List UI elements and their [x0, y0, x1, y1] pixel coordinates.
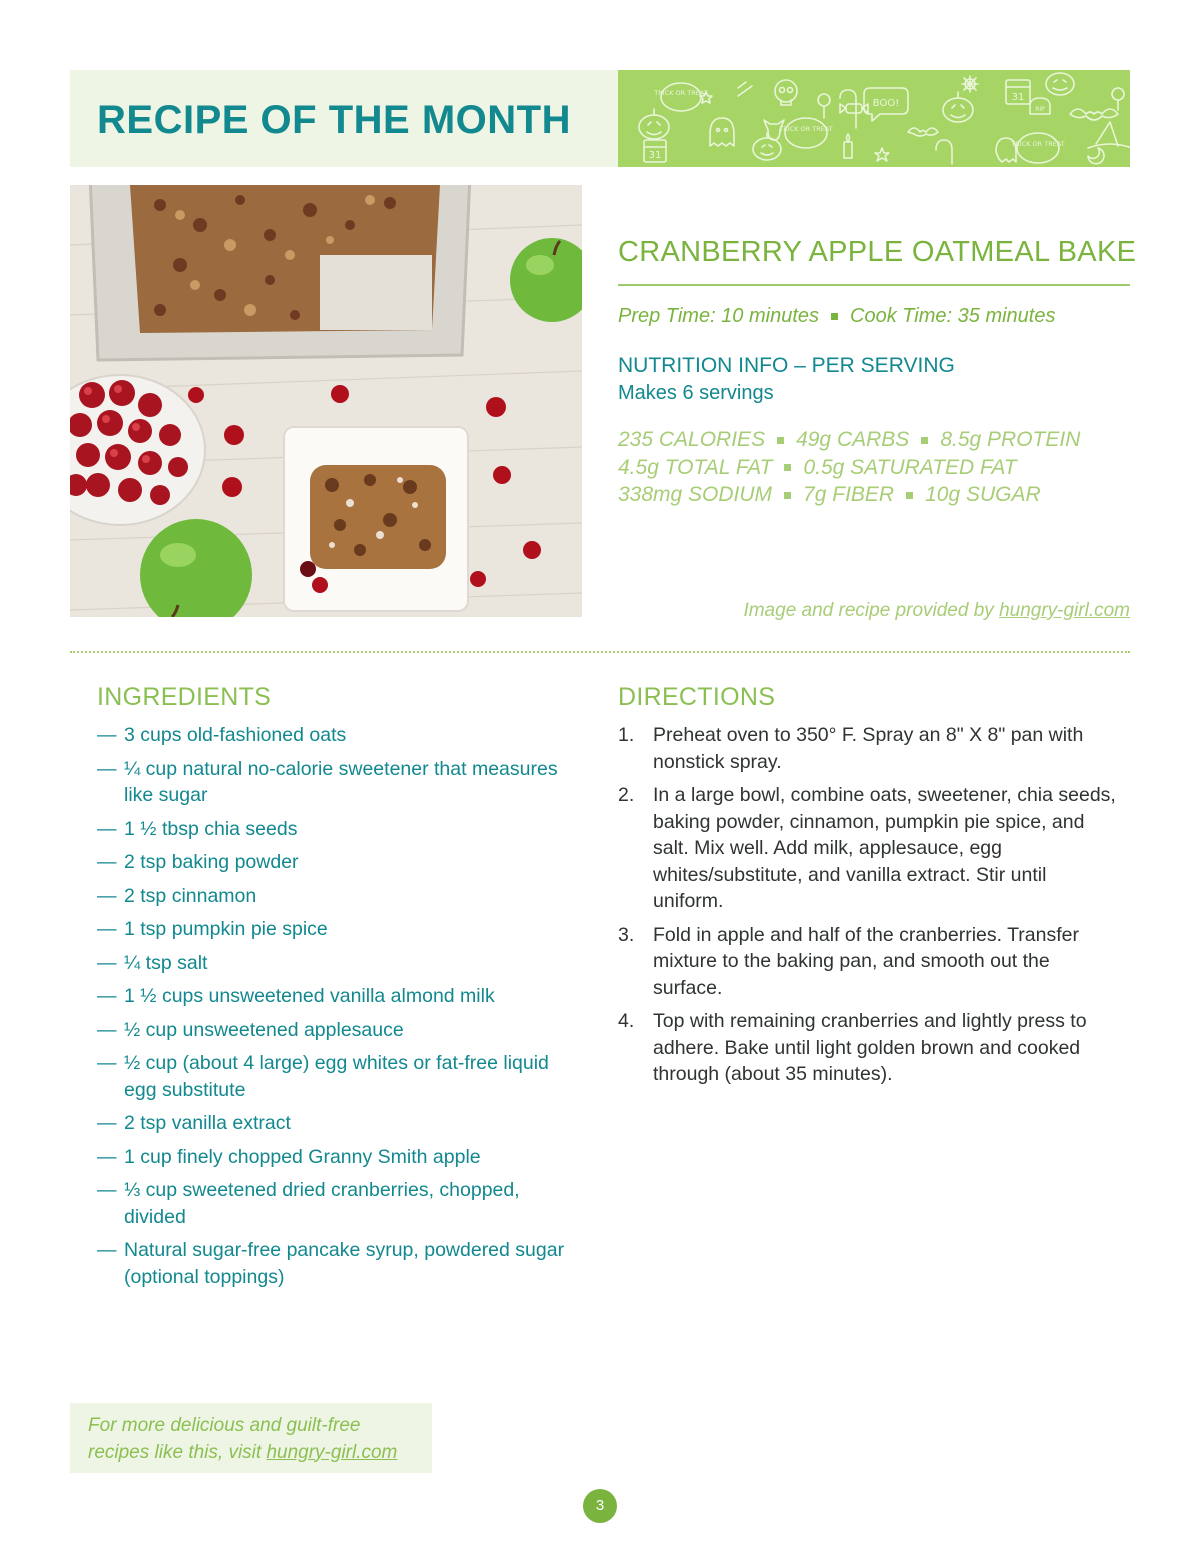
dash-bullet: — [97, 1018, 117, 1041]
ingredient-text: ½ cup unsweetened applesauce [124, 1018, 404, 1041]
step-text: Fold in apple and half of the cranberries. Transfer mixture to the baking pan, and smooth out the surface. [653, 923, 1079, 999]
bullet-square-icon [921, 437, 928, 444]
step-text: In a large bowl, combine oats, sweetener, chia seeds, baking powder, cinnamon, pumpkin pie spice, and salt. Mix well. Add milk, applesauce, egg whites/substitute, and vanilla extract. Stir until uniform. [653, 784, 1116, 912]
dash-bullet: — [97, 985, 117, 1007]
ingredient-item [97, 1050, 567, 1103]
nutrition-fact: 235 CALORIES [618, 428, 766, 451]
prep-time: Prep Time: 10 minutes [618, 305, 820, 327]
lollipop-icon [818, 94, 830, 118]
dash-bullet: — [97, 1052, 117, 1074]
nutrition-row [618, 454, 1080, 482]
title-divider [618, 284, 1130, 286]
ingredient-item [97, 756, 567, 809]
tombstone-label: RIP [1035, 106, 1045, 113]
direction-step [618, 922, 1118, 1002]
nutrition-heading: NUTRITION INFO – PER SERVING [618, 354, 955, 377]
nutrition-fact: 4.5g TOTAL FAT [618, 455, 773, 479]
dash-bullet: — [97, 1179, 117, 1201]
candle-icon [844, 134, 852, 158]
pumpkin-icon [639, 109, 669, 139]
halloween-doodles-illustration [618, 70, 1130, 167]
banner-title: RECIPE OF THE MONTH [97, 98, 571, 142]
ingredient-text: 2 tsp baking powder [124, 851, 299, 873]
moon-icon [1088, 148, 1104, 164]
recipe-title: CRANBERRY APPLE OATMEAL BAKE [618, 236, 1137, 268]
footer-text: recipes like this, visit [88, 1441, 267, 1463]
ingredient-item [97, 1017, 567, 1044]
nutrition-fact: 7g FIBER [803, 483, 895, 506]
ingredient-text: 1 tsp pumpkin pie spice [124, 918, 328, 940]
step-number: 1. [618, 724, 635, 746]
ingredients-heading: INGREDIENTS [97, 683, 272, 711]
servings-count: Makes 6 servings [618, 382, 774, 404]
direction-step [618, 722, 1118, 775]
directions-heading: DIRECTIONS [618, 683, 776, 711]
dash-bullet: — [97, 817, 117, 840]
trick-or-treat-label-3: TRICK OR TREAT [1011, 140, 1065, 148]
dash-bullet: — [97, 884, 117, 907]
ingredient-item [97, 816, 567, 843]
ingredient-text: 1 ½ tbsp chia seeds [124, 817, 298, 840]
halloween-pattern [618, 70, 1130, 167]
nutrition-fact: 8.5g PROTEIN [940, 428, 1081, 451]
dash-bullet: — [97, 757, 117, 780]
ingredient-text: ⅓ cup sweetened dried cranberries, chopped, divided [124, 1179, 520, 1228]
pumpkin-icon [943, 92, 973, 122]
ingredient-text: ½ cup (about 4 large) egg whites or fat-free liquid egg substitute [124, 1052, 549, 1101]
section-divider [70, 651, 1130, 653]
footer-line-1: For more delicious and guilt-free [88, 1415, 361, 1436]
bullet-square-icon [784, 492, 791, 499]
dash-bullet: — [97, 1112, 117, 1134]
lollipop-icon [1112, 88, 1124, 110]
boo-label: BOO! [872, 98, 900, 109]
ingredient-item [97, 1177, 567, 1230]
cook-time: Cook Time: 35 minutes [850, 305, 1056, 327]
ingredient-item [97, 1237, 567, 1290]
step-number: 4. [618, 1010, 635, 1032]
ingredient-item [97, 983, 567, 1010]
credit-text: Image and recipe provided by [743, 600, 1000, 621]
directions-list [618, 722, 1118, 1095]
dash-bullet: — [97, 918, 117, 940]
plate-with-serving [284, 427, 468, 611]
bullet-square-icon [784, 464, 791, 471]
bullet-square-icon [831, 313, 838, 320]
ghost-icon [710, 118, 734, 146]
prep-cook-times [618, 305, 1055, 328]
candy-icon [936, 140, 952, 164]
pumpkin-icon [753, 133, 781, 160]
ingredient-item [97, 1110, 567, 1137]
nutrition-fact: 49g CARBS [796, 428, 910, 451]
footer-promo [70, 1403, 432, 1473]
ingredient-item [97, 883, 567, 910]
skull-icon [775, 80, 797, 105]
pumpkin-icon [1046, 73, 1074, 95]
nutrition-facts [618, 426, 1080, 509]
nutrition-row [618, 481, 1080, 509]
baking-dish [90, 185, 470, 360]
step-number: 3. [618, 923, 635, 946]
ingredient-item [97, 722, 567, 749]
banner-title-panel [70, 70, 618, 167]
nutrition-fact: 0.5g SATURATED FAT [803, 455, 1017, 479]
trick-or-treat-label-1: TRICK OR TREAT [654, 89, 708, 97]
spider-web-icon [962, 76, 978, 92]
nutrition-fact: 338mg SODIUM [618, 483, 773, 506]
star-icon [875, 148, 889, 161]
oatmeal-bake-photo-illustration [70, 185, 582, 617]
bullet-square-icon [906, 492, 913, 499]
dash-bullet: — [97, 1145, 117, 1168]
dash-bullet: — [97, 851, 117, 873]
trick-or-treat-sign-2 [785, 118, 827, 148]
ingredient-item [97, 849, 567, 876]
nutrition-row [618, 426, 1080, 454]
image-credit [743, 600, 1130, 622]
header-banner [70, 70, 1130, 167]
nutrition-fact: 10g SUGAR [925, 483, 1041, 506]
dash-bullet: — [97, 1239, 117, 1261]
dash-bullet: — [97, 951, 117, 974]
trick-or-treat-sign-3 [1017, 133, 1059, 163]
footer-line-2 [88, 1440, 414, 1467]
direction-step [618, 782, 1118, 915]
recipe-photo [70, 185, 582, 617]
ingredient-text: Natural sugar-free pancake syrup, powdered sugar (optional toppings) [124, 1239, 565, 1288]
ingredient-text: 2 tsp cinnamon [124, 884, 257, 907]
step-text: Preheat oven to 350° F. Spray an 8" X 8" pan with nonstick spray. [653, 724, 1084, 773]
calendar-31-label-b: 31 [1011, 92, 1025, 103]
ingredient-text: 3 cups old-fashioned oats [124, 724, 347, 746]
dash-bullet: — [97, 724, 117, 746]
ingredient-item [97, 916, 567, 943]
footer-link[interactable]: hungry-girl.com [266, 1441, 398, 1463]
ingredient-text: 1 ½ cups unsweetened vanilla almond milk [124, 985, 495, 1007]
direction-step [618, 1008, 1118, 1088]
bat-icon [1070, 109, 1118, 120]
step-number: 2. [618, 784, 635, 806]
credit-link[interactable]: hungry-girl.com [999, 600, 1130, 621]
witch-hat-icon [1088, 122, 1130, 148]
bullet-square-icon [777, 437, 784, 444]
page-number: 3 [583, 1489, 617, 1523]
bat-icon [908, 128, 938, 136]
ingredient-text: 2 tsp vanilla extract [124, 1112, 291, 1134]
calendar-31-label-a: 31 [648, 150, 662, 161]
ingredient-text: ¼ cup natural no-calorie sweetener that measures like sugar [124, 757, 558, 806]
ingredient-text: ¼ tsp salt [124, 951, 208, 974]
ingredient-item [97, 950, 567, 977]
ingredients-list [97, 722, 567, 1297]
step-text: Top with remaining cranberries and lightly press to adhere. Bake until light golden brown and cooked through (about 35 minutes). [653, 1010, 1087, 1085]
ingredient-text: 1 cup finely chopped Granny Smith apple [124, 1145, 481, 1168]
ingredient-item [97, 1144, 567, 1171]
trick-or-treat-label-2: TRICK OR TREAT [779, 125, 833, 133]
trick-or-treat-sign-1 [661, 83, 701, 111]
